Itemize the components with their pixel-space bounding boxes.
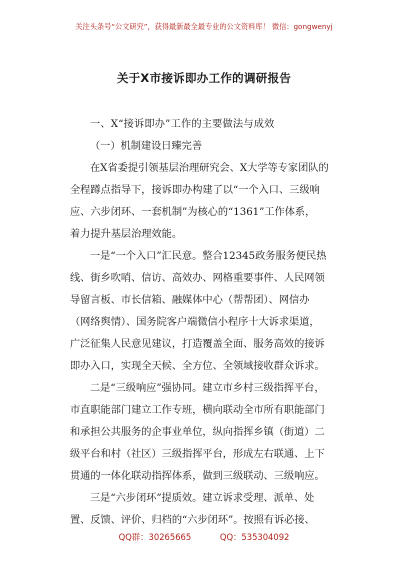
body-line: 即办入口，实现全天候、全方位、全领域接收群众诉求。 [70, 361, 325, 372]
footer-qq-number: QQ：535304092 [219, 532, 290, 542]
body-line: （网络舆情）、国务院客户端微信小程序十大诉求渠道， [70, 317, 320, 328]
body-line: 全程蹲点指导下，接诉即办构建了以“一个入口、三级响 [70, 185, 320, 196]
header-promo-banner: 关注头条号“公文研究”，获得最新最全最专业的公文资料库！ 微信：gongwenyj [75, 22, 333, 31]
body-line: 导留言板、市长信箱、融媒体中心（帮帮团）、网信办 [70, 295, 310, 306]
section-heading: 一、X“接诉即办”工作的主要做法与成效 [90, 119, 275, 130]
body-line: 贯通的一体化联动指挥体系，做到三级联动、三级响应。 [70, 471, 325, 482]
body-line: 线、街乡吹哨、信访、高效办、网格重要事件、人民网领 [70, 273, 325, 284]
document-title: 关于X市接诉即办工作的调研报告 [116, 71, 292, 85]
body-line: 一是“一个入口”汇民意。整合12345政务服务便民热 [90, 251, 327, 262]
body-line: 广泛征集人民意见建议，打造覆盖全面、服务高效的接诉 [70, 339, 325, 350]
body-line: 和承担公共服务的企事业单位，纵向指挥乡镇（街道）二 [70, 427, 325, 438]
body-line: 市直职能部门建立工作专班，横向联动全市所有职能部门 [70, 405, 325, 416]
footer-contact [0, 531, 408, 543]
body-line: 二是“三级响应”强协同。建立市乡村三级指挥平台， [90, 383, 325, 394]
footer-qq-group: QQ群：30265665 [118, 532, 192, 542]
body-line: 置、反馈、评价、归档的“六步闭环”。按照有诉必接、 [70, 515, 315, 526]
body-line: 级平台和村（社区）三级指挥平台，形成左右联通、上下 [70, 449, 325, 460]
body-line: 着力提升基层治理效能。 [70, 229, 183, 240]
subsection-heading: （一）机制建设日臻完善 [90, 141, 203, 152]
document-body [70, 114, 360, 532]
body-line: 在X省委提引领基层治理研究会、X大学等专家团队的 [90, 163, 329, 174]
body-line: 应、六步闭环、一套机制”为核心的“1361”工作体系， [70, 207, 316, 218]
body-line: 三是“六步闭环”提质效。建立诉求受理、派单、处 [90, 493, 315, 504]
